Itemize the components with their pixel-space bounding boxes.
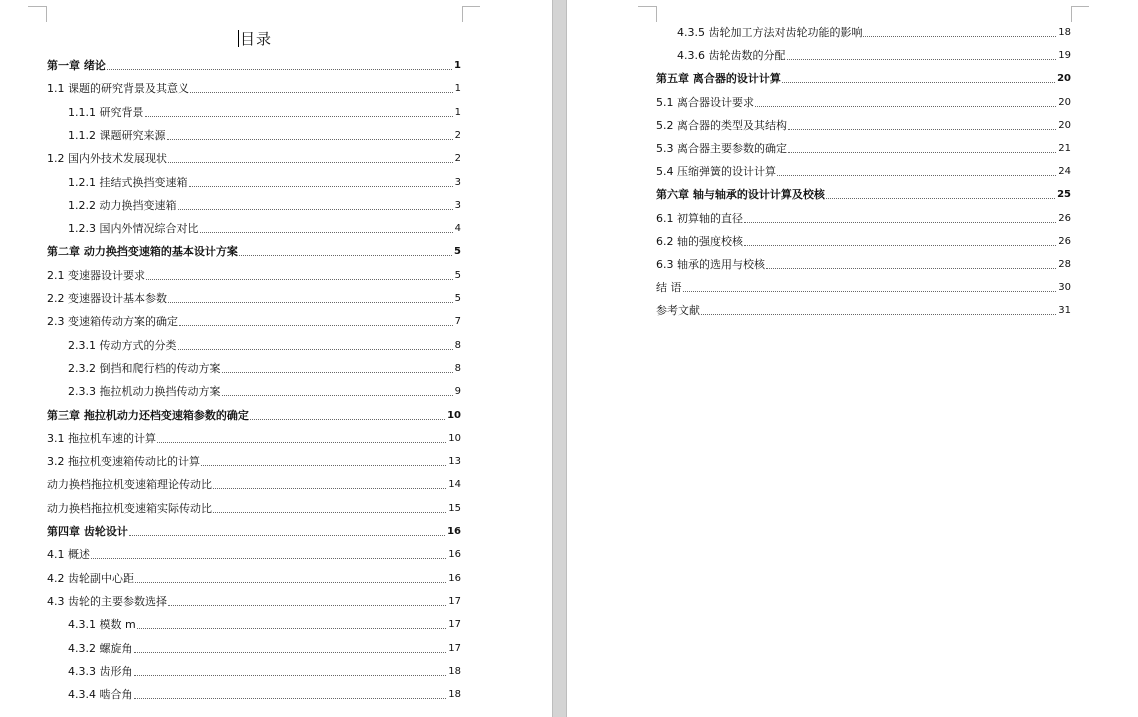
toc-entry-text: 5.2 离合器的类型及其结构 xyxy=(656,118,787,132)
dot-leader xyxy=(744,222,1056,223)
toc-entry[interactable] xyxy=(68,687,461,703)
toc-entry-text: 4.3.5 齿轮加工方法对齿轮功能的影响 xyxy=(677,26,863,39)
toc-entry[interactable] xyxy=(656,257,1071,273)
toc-entry[interactable] xyxy=(47,151,461,167)
dot-leader xyxy=(129,535,445,536)
toc-entry-text: 2.2 变速器设计基本参数 xyxy=(47,292,167,305)
toc-chapter-entry[interactable] xyxy=(656,71,1071,87)
toc-entry-text: 3.1 拖拉机车速的计算 xyxy=(47,431,156,445)
toc-entry[interactable] xyxy=(47,594,461,610)
toc-page-number: 2 xyxy=(454,129,461,141)
toc-page-number: 30 xyxy=(1058,282,1071,294)
toc-entry[interactable] xyxy=(68,617,461,633)
toc-page-number: 1 xyxy=(454,106,461,118)
toc-entry[interactable] xyxy=(656,211,1071,227)
toc-page-number: 15 xyxy=(448,502,461,514)
toc-entry[interactable] xyxy=(656,118,1071,134)
dot-leader xyxy=(250,419,445,420)
crop-mark xyxy=(462,6,480,7)
toc-page-number: 7 xyxy=(454,316,461,328)
toc-entry-text: 1.2 国内外技术发展现状 xyxy=(47,152,167,166)
toc-entry-text: 6.2 轴的强度校核 xyxy=(656,234,743,248)
toc-entry[interactable] xyxy=(68,198,461,214)
toc-entry[interactable] xyxy=(68,128,461,144)
toc-page-number: 26 xyxy=(1058,235,1071,247)
dot-leader xyxy=(107,69,452,70)
crop-mark xyxy=(1071,6,1072,22)
toc-entry[interactable] xyxy=(68,221,461,237)
toc-entry-text: 2.3.3 拖拉机动力换挡传动方案 xyxy=(68,385,221,399)
crop-mark xyxy=(28,6,46,7)
toc-page-number: 3 xyxy=(454,176,461,188)
toc-entry[interactable] xyxy=(656,280,1071,296)
toc-entry[interactable] xyxy=(47,454,461,470)
dot-leader xyxy=(213,488,446,489)
toc-page-number: 1 xyxy=(454,83,461,95)
toc-entry-text: 结 语 xyxy=(656,281,682,295)
toc-page-number: 18 xyxy=(448,665,461,677)
dot-leader xyxy=(683,291,1057,292)
dot-leader xyxy=(168,302,453,303)
dot-leader xyxy=(146,279,453,280)
toc-entry[interactable] xyxy=(68,338,461,354)
toc-entry-text: 4.1 概述 xyxy=(47,548,90,562)
crop-mark xyxy=(1071,6,1089,7)
toc-entry[interactable] xyxy=(68,664,461,680)
toc-page-number: 16 xyxy=(448,549,461,561)
toc-entry-text: 第五章 离合器的设计计算 xyxy=(656,72,781,86)
toc-entry[interactable] xyxy=(656,303,1071,319)
crop-mark xyxy=(656,6,657,22)
dot-leader xyxy=(782,82,1055,83)
toc-entry-text: 动力换档拖拉机变速箱实际传动比 xyxy=(47,501,212,515)
toc-entry-text: 动力换档拖拉机变速箱理论传动比 xyxy=(47,478,212,492)
dot-leader xyxy=(178,209,453,210)
toc-page-number: 5 xyxy=(454,269,461,281)
toc-chapter-entry[interactable] xyxy=(47,58,461,74)
toc-entry[interactable] xyxy=(656,234,1071,250)
toc-page-number: 8 xyxy=(454,362,461,374)
toc-entry-text: 参考文献 xyxy=(656,304,700,318)
dot-leader xyxy=(179,325,453,326)
dot-leader xyxy=(190,92,453,93)
toc-entry-text: 5.1 离合器设计要求 xyxy=(656,95,754,109)
dot-leader xyxy=(157,442,446,443)
toc-entry-text: 2.1 变速器设计要求 xyxy=(47,268,145,282)
toc-entry[interactable] xyxy=(677,25,1071,41)
dot-leader xyxy=(189,186,453,187)
dot-leader xyxy=(863,36,1056,37)
dot-leader xyxy=(701,314,1056,315)
toc-entry[interactable] xyxy=(47,501,461,517)
toc-entry-text: 2.3 变速箱传动方案的确定 xyxy=(47,315,178,329)
toc-page-number: 20 xyxy=(1058,96,1071,108)
toc-entry-text: 3.2 拖拉机变速箱传动比的计算 xyxy=(47,455,200,469)
toc-entry-text: 1.1.1 研究背景 xyxy=(68,105,144,119)
toc-entry[interactable] xyxy=(47,431,461,447)
toc-page-number: 28 xyxy=(1058,259,1071,270)
toc-chapter-entry[interactable] xyxy=(47,244,461,260)
toc-page-number: 18 xyxy=(1058,27,1071,38)
dot-leader xyxy=(145,116,453,117)
toc-chapter-entry[interactable] xyxy=(47,408,461,424)
toc-entry-text: 6.1 初算轴的直径 xyxy=(656,211,743,225)
dot-leader xyxy=(777,175,1056,176)
toc-entry[interactable] xyxy=(68,361,461,377)
crop-mark xyxy=(46,6,47,22)
toc-page-number: 25 xyxy=(1057,189,1071,201)
toc-entry-text: 6.3 轴承的选用与校核 xyxy=(656,258,765,271)
toc-page-number: 13 xyxy=(448,456,461,468)
toc-chapter-entry[interactable] xyxy=(656,187,1071,203)
dot-leader xyxy=(168,605,446,606)
toc-entry-text: 1.1 课题的研究背景及其意义 xyxy=(47,82,189,96)
toc-entry-text: 5.4 压缩弹簧的设计计算 xyxy=(656,165,776,179)
toc-page-number: 10 xyxy=(447,409,461,421)
text-cursor xyxy=(238,30,239,47)
document-page-right xyxy=(567,0,1138,717)
dot-leader xyxy=(135,582,446,583)
toc-entry-text: 第四章 齿轮设计 xyxy=(47,525,128,538)
toc-page-number: 31 xyxy=(1058,305,1071,317)
toc-entry-text: 4.2 齿轮副中心距 xyxy=(47,571,134,585)
toc-page-number: 2 xyxy=(454,153,461,165)
toc-entry-text: 第二章 动力换挡变速箱的基本设计方案 xyxy=(47,245,238,259)
toc-entry-text: 4.3 齿轮的主要参数选择 xyxy=(47,594,167,608)
dot-leader xyxy=(91,558,446,559)
toc-entry-text: 1.2.1 挂结式换挡变速箱 xyxy=(68,175,188,189)
toc-entry-text: 4.3.6 齿轮齿数的分配 xyxy=(677,49,786,63)
toc-page-number: 10 xyxy=(448,432,461,444)
toc-page-number: 20 xyxy=(1058,119,1071,131)
dot-leader xyxy=(167,139,453,140)
dot-leader xyxy=(755,106,1056,107)
dot-leader xyxy=(213,512,446,513)
toc-page-number: 21 xyxy=(1058,143,1071,154)
dot-leader xyxy=(766,268,1056,269)
toc-page-number: 3 xyxy=(454,199,461,211)
toc-entry-text: 4.3.1 模数 m xyxy=(68,618,136,632)
toc-page-number: 20 xyxy=(1057,73,1071,85)
toc-page-number: 14 xyxy=(448,479,461,491)
toc-page-number: 17 xyxy=(448,642,461,654)
toc-entry[interactable] xyxy=(656,141,1071,157)
toc-title[interactable] xyxy=(238,28,272,49)
toc-entry[interactable] xyxy=(47,477,461,493)
toc-entry-text: 2.3.1 传动方式的分类 xyxy=(68,338,177,352)
toc-entry-text: 2.3.2 倒挡和爬行档的传动方案 xyxy=(68,361,221,375)
toc-entry-text: 5.3 离合器主要参数的确定 xyxy=(656,142,787,155)
toc-page-number: 16 xyxy=(448,572,461,584)
toc-entry[interactable] xyxy=(47,571,461,587)
toc-page-number: 9 xyxy=(454,386,461,398)
toc-entry-text: 第一章 绪论 xyxy=(47,59,106,72)
dot-leader xyxy=(744,245,1056,246)
page-gap xyxy=(552,0,567,717)
toc-entry-text: 1.2.2 动力换挡变速箱 xyxy=(68,198,177,212)
toc-entry-text: 1.1.2 课题研究来源 xyxy=(68,128,166,142)
dot-leader xyxy=(134,675,447,676)
toc-entry-text: 4.3.4 啮合角 xyxy=(68,688,133,702)
toc-entry-text: 第六章 轴与轴承的设计计算及校核 xyxy=(656,188,825,202)
toc-page-number: 8 xyxy=(454,339,461,351)
dot-leader xyxy=(200,232,453,233)
toc-page-number: 18 xyxy=(448,689,461,701)
toc-entry[interactable] xyxy=(47,268,461,284)
toc-entry-text: 1.2.3 国内外情况综合对比 xyxy=(68,222,199,236)
toc-page-number: 5 xyxy=(454,246,461,258)
toc-entry[interactable] xyxy=(47,547,461,563)
toc-entry[interactable] xyxy=(47,314,461,330)
dot-leader xyxy=(134,652,447,653)
toc-page-number: 26 xyxy=(1058,212,1071,224)
crop-mark xyxy=(462,6,463,22)
toc-entry[interactable] xyxy=(656,95,1071,111)
dot-leader xyxy=(787,59,1057,60)
toc-entry[interactable] xyxy=(656,164,1071,180)
toc-chapter-entry[interactable] xyxy=(47,524,461,540)
toc-entry[interactable] xyxy=(68,105,461,121)
dot-leader xyxy=(788,129,1056,130)
toc-entry[interactable] xyxy=(677,48,1071,64)
document-page-left xyxy=(0,0,552,717)
toc-title-text: 目录 xyxy=(240,30,273,48)
dot-leader xyxy=(222,395,453,396)
dot-leader xyxy=(826,198,1055,199)
dot-leader xyxy=(201,465,446,466)
toc-page-number: 17 xyxy=(448,595,461,607)
dot-leader xyxy=(134,698,447,699)
toc-entry-text: 4.3.3 齿形角 xyxy=(68,664,133,678)
toc-entry[interactable] xyxy=(68,175,461,191)
dot-leader xyxy=(178,349,453,350)
toc-entry-text: 4.3.2 螺旋角 xyxy=(68,641,133,655)
toc-entry[interactable] xyxy=(47,291,461,307)
toc-page-number: 4 xyxy=(454,223,461,235)
dot-leader xyxy=(239,255,452,256)
toc-page-number: 16 xyxy=(447,526,461,537)
toc-page-number: 24 xyxy=(1058,166,1071,178)
dot-leader xyxy=(788,152,1056,153)
dot-leader xyxy=(137,628,447,629)
dot-leader xyxy=(222,372,453,373)
toc-entry[interactable] xyxy=(47,81,461,97)
toc-entry-text: 第三章 拖拉机动力还档变速箱参数的确定 xyxy=(47,408,249,422)
toc-page-number: 17 xyxy=(448,619,461,631)
toc-page-number: 19 xyxy=(1058,50,1071,62)
dot-leader xyxy=(168,162,453,163)
crop-mark xyxy=(638,6,656,7)
toc-entry[interactable] xyxy=(68,641,461,657)
toc-entry[interactable] xyxy=(68,384,461,400)
toc-page-number: 5 xyxy=(454,293,461,304)
toc-page-number: 1 xyxy=(454,60,461,71)
